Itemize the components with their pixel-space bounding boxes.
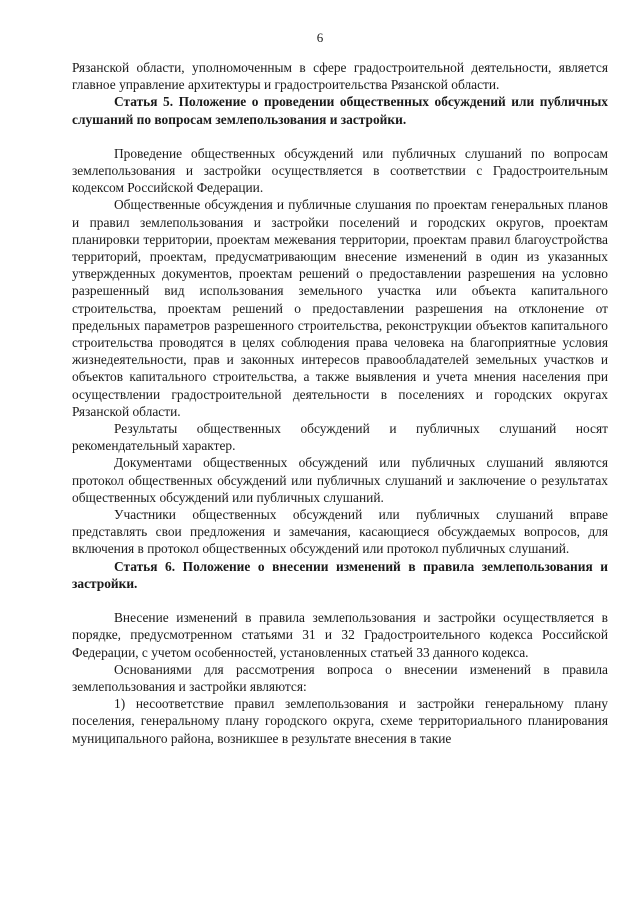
paragraph: Внесение изменений в правила землепользования и застройки осуществляется в порядке, предусмотренном статьями 31 и 32 Градостроительного кодекса Российской Федерации, с учетом особенностей, установленных статьей 33 данного кодекса. <box>72 610 608 660</box>
document-body <box>72 59 608 747</box>
paragraph: Документами общественных обсуждений или публичных слушаний являются протокол общественных обсуждений или публичных слушаний и заключение о результатах общественных обсуждений или публичных слушаний. <box>72 455 608 505</box>
paragraph: Основаниями для рассмотрения вопроса о внесении изменений в правила землепользования и застройки являются: <box>72 661 608 694</box>
paragraph: Проведение общественных обсуждений или публичных слушаний по вопросам землепользования и застройки осуществляется в соответствии с Градостроительным кодексом Российской Федерации. <box>72 145 608 196</box>
paragraph: Результаты общественных обсуждений и публичных слушаний носят рекомендательный характер. <box>72 421 608 454</box>
paragraph-continuation: Рязанской области, уполномоченным в сфере градостроительной деятельности, является главное управление архитектуры и градостроительства Рязанской области. <box>72 60 608 93</box>
paragraph: Общественные обсуждения и публичные слушания по проектам генеральных планов и правил землепользования и застройки поселений и городских округов, проектам планировки территории, проектам межевания территории, проектам правил благоустройства территорий, проектам, предусматривающим внесение изменений в один из указанных утвержденных документов, проектам решений о предоставлении разрешения на условно разрешенный вид использования земельного участка или объекта капитального строительства, проектам решений о предоставлении разрешения на отклонение от предельных параметров разрешенного строительства, реконструкции объектов капитального строительства проводятся в целях соблюдения права человека на благоприятные условия жизнедеятельности, прав и законных интересов правообладателей земельных участков и объектов капитального строительства, а также выявления и учета мнения населения при осуществлении градостроительной деятельности в поселениях и городских округах Рязанской области. <box>72 197 608 419</box>
list-item: 1) несоответствие правил землепользования и застройки генеральному плану поселения, генеральному плану городского округа, схеме территориального планирования муниципального района, возникшее в результате внесения в такие <box>72 696 608 746</box>
article-5-heading: Статья 5. Положение о проведении общественных обсуждений или публичных слушаний по вопросам землепользования и застройки. <box>72 94 608 127</box>
article-6-heading: Статья 6. Положение о внесении изменений в правила землепользования и застройки. <box>72 558 608 591</box>
page-number: 6 <box>316 30 324 45</box>
paragraph: Участники общественных обсуждений или публичных слушаний вправе представлять свои предложения и замечания, касающиеся обсуждаемых вопросов, для включения в протокол общественных обсуждений или протокол публичных слушаний. <box>72 507 608 557</box>
